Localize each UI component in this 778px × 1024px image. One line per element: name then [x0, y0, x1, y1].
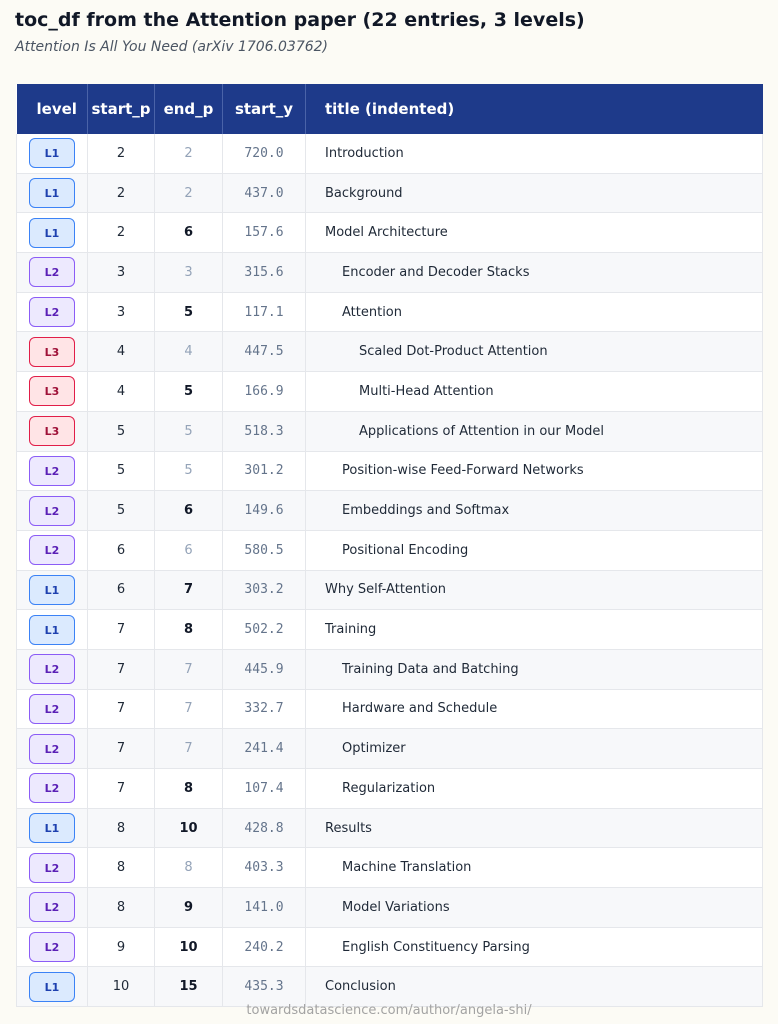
end-page-cell: 5	[155, 292, 223, 332]
level-cell	[17, 888, 88, 928]
table-row	[17, 491, 763, 531]
table-row	[17, 332, 763, 372]
level-badge: L1	[29, 138, 75, 168]
level-badge: L3	[29, 416, 75, 446]
table-row	[17, 610, 763, 650]
start-y-cell: 157.6	[223, 213, 306, 253]
level-badge: L2	[29, 496, 75, 526]
table-row	[17, 888, 763, 928]
start-y-cell: 315.6	[223, 253, 306, 293]
level-cell	[17, 967, 88, 1007]
level-cell	[17, 292, 88, 332]
start-page-cell: 7	[88, 689, 155, 729]
table-row	[17, 967, 763, 1007]
title-cell	[306, 848, 763, 888]
end-page-cell: 7	[155, 649, 223, 689]
column-header-start-p: start_p	[88, 84, 155, 134]
start-y-cell: 447.5	[223, 332, 306, 372]
level-cell	[17, 372, 88, 412]
start-page-cell: 8	[88, 848, 155, 888]
start-y-cell: 117.1	[223, 292, 306, 332]
table-row	[17, 292, 763, 332]
title-cell	[306, 808, 763, 848]
end-page-cell: 6	[155, 491, 223, 531]
title-cell	[306, 491, 763, 531]
level-cell	[17, 808, 88, 848]
end-page-cell: 4	[155, 332, 223, 372]
end-page-cell: 2	[155, 173, 223, 213]
level-cell	[17, 769, 88, 809]
level-badge: L3	[29, 376, 75, 406]
section-title: Model Architecture	[325, 225, 448, 241]
section-title: Position-wise Feed-Forward Networks	[342, 463, 584, 479]
end-page-cell: 5	[155, 451, 223, 491]
level-badge: L1	[29, 218, 75, 248]
start-y-cell: 518.3	[223, 411, 306, 451]
source-credit: towardsdatascience.com/author/angela-shi/	[246, 1003, 532, 1018]
section-title: Conclusion	[325, 979, 396, 995]
level-cell	[17, 927, 88, 967]
start-page-cell: 7	[88, 769, 155, 809]
level-cell	[17, 213, 88, 253]
end-page-cell: 10	[155, 927, 223, 967]
section-title: Introduction	[325, 145, 404, 161]
column-header-end-p: end_p	[155, 84, 223, 134]
end-page-cell: 8	[155, 769, 223, 809]
start-page-cell: 9	[88, 927, 155, 967]
start-page-cell: 2	[88, 213, 155, 253]
section-title: Embeddings and Softmax	[342, 503, 510, 519]
end-page-cell: 5	[155, 411, 223, 451]
level-cell	[17, 491, 88, 531]
end-page-cell: 8	[155, 848, 223, 888]
section-title: Multi-Head Attention	[359, 383, 494, 399]
level-cell	[17, 332, 88, 372]
level-cell	[17, 173, 88, 213]
start-page-cell: 3	[88, 292, 155, 332]
table-row	[17, 769, 763, 809]
level-cell	[17, 134, 88, 173]
section-title: Training	[325, 622, 377, 638]
section-title: Training Data and Batching	[342, 661, 519, 677]
level-cell	[17, 649, 88, 689]
level-badge: L2	[29, 654, 75, 684]
level-cell	[17, 610, 88, 650]
start-y-cell: 332.7	[223, 689, 306, 729]
title-cell	[306, 649, 763, 689]
level-cell	[17, 689, 88, 729]
level-badge: L2	[29, 456, 75, 486]
table-row	[17, 134, 763, 173]
section-title: Applications of Attention in our Model	[359, 423, 605, 439]
start-y-cell: 301.2	[223, 451, 306, 491]
end-page-cell: 5	[155, 372, 223, 412]
title-cell	[306, 292, 763, 332]
title-cell	[306, 253, 763, 293]
section-title: Attention	[342, 304, 402, 320]
start-y-cell: 428.8	[223, 808, 306, 848]
start-page-cell: 4	[88, 372, 155, 412]
start-page-cell: 8	[88, 888, 155, 928]
level-badge: L1	[29, 972, 75, 1002]
start-page-cell: 7	[88, 649, 155, 689]
start-page-cell: 7	[88, 610, 155, 650]
header-row	[17, 84, 763, 134]
level-badge: L2	[29, 892, 75, 922]
table-row	[17, 927, 763, 967]
level-badge: L2	[29, 297, 75, 327]
section-title: Background	[325, 185, 403, 201]
level-cell	[17, 253, 88, 293]
table-row	[17, 848, 763, 888]
table-row	[17, 411, 763, 451]
title-cell	[306, 927, 763, 967]
table-row	[17, 253, 763, 293]
table-row	[17, 689, 763, 729]
start-y-cell: 303.2	[223, 570, 306, 610]
start-page-cell: 6	[88, 570, 155, 610]
section-title: Optimizer	[342, 741, 406, 757]
level-badge: L2	[29, 535, 75, 565]
end-page-cell: 8	[155, 610, 223, 650]
column-header-title: title (indented)	[306, 84, 763, 134]
end-page-cell: 7	[155, 729, 223, 769]
table-row	[17, 570, 763, 610]
start-y-cell: 241.4	[223, 729, 306, 769]
section-title: Positional Encoding	[342, 542, 469, 558]
start-page-cell: 3	[88, 253, 155, 293]
section-title: Machine Translation	[342, 860, 472, 876]
level-badge: L1	[29, 575, 75, 605]
end-page-cell: 15	[155, 967, 223, 1007]
table-row	[17, 372, 763, 412]
page-title: toc_df from the Attention paper (22 entries, 3 levels)	[15, 9, 585, 31]
title-cell	[306, 134, 763, 173]
level-badge: L2	[29, 734, 75, 764]
start-y-cell: 437.0	[223, 173, 306, 213]
start-y-cell: 445.9	[223, 649, 306, 689]
title-cell	[306, 689, 763, 729]
start-y-cell: 720.0	[223, 134, 306, 173]
level-badge: L2	[29, 694, 75, 724]
start-page-cell: 5	[88, 491, 155, 531]
title-cell	[306, 967, 763, 1007]
level-badge: L1	[29, 813, 75, 843]
end-page-cell: 6	[155, 213, 223, 253]
level-cell	[17, 530, 88, 570]
start-page-cell: 8	[88, 808, 155, 848]
start-page-cell: 5	[88, 411, 155, 451]
table-body	[17, 134, 763, 1007]
start-page-cell: 10	[88, 967, 155, 1007]
title-cell	[306, 411, 763, 451]
start-y-cell: 435.3	[223, 967, 306, 1007]
start-y-cell: 166.9	[223, 372, 306, 412]
title-cell	[306, 213, 763, 253]
level-badge: L2	[29, 932, 75, 962]
level-badge: L1	[29, 178, 75, 208]
start-page-cell: 7	[88, 729, 155, 769]
table-row	[17, 808, 763, 848]
level-cell	[17, 570, 88, 610]
title-cell	[306, 173, 763, 213]
title-cell	[306, 530, 763, 570]
start-page-cell: 4	[88, 332, 155, 372]
start-page-cell: 5	[88, 451, 155, 491]
start-y-cell: 107.4	[223, 769, 306, 809]
start-y-cell: 149.6	[223, 491, 306, 531]
level-badge: L2	[29, 773, 75, 803]
title-cell	[306, 570, 763, 610]
start-page-cell: 2	[88, 134, 155, 173]
end-page-cell: 2	[155, 134, 223, 173]
table-row	[17, 213, 763, 253]
title-cell	[306, 610, 763, 650]
end-page-cell: 10	[155, 808, 223, 848]
end-page-cell: 6	[155, 530, 223, 570]
level-cell	[17, 729, 88, 769]
section-title: Encoder and Decoder Stacks	[342, 264, 530, 280]
section-title: Hardware and Schedule	[342, 701, 498, 717]
level-cell	[17, 451, 88, 491]
start-y-cell: 502.2	[223, 610, 306, 650]
level-badge: L2	[29, 853, 75, 883]
level-cell	[17, 848, 88, 888]
start-y-cell: 403.3	[223, 848, 306, 888]
section-title: Scaled Dot-Product Attention	[359, 344, 548, 360]
section-title: Results	[325, 820, 372, 836]
start-y-cell: 580.5	[223, 530, 306, 570]
column-header-start-y: start_y	[223, 84, 306, 134]
title-cell	[306, 769, 763, 809]
level-cell	[17, 411, 88, 451]
title-cell	[306, 372, 763, 412]
table-row	[17, 451, 763, 491]
table-row	[17, 649, 763, 689]
page-subtitle: Attention Is All You Need (arXiv 1706.03762)	[15, 39, 329, 55]
start-y-cell: 141.0	[223, 888, 306, 928]
level-badge: L3	[29, 337, 75, 367]
title-cell	[306, 451, 763, 491]
section-title: Model Variations	[342, 899, 450, 915]
table-row	[17, 729, 763, 769]
section-title: Why Self-Attention	[325, 582, 447, 598]
title-cell	[306, 729, 763, 769]
column-header-level: level	[17, 84, 88, 134]
level-badge: L2	[29, 257, 75, 287]
end-page-cell: 9	[155, 888, 223, 928]
section-title: Regularization	[342, 780, 436, 796]
start-page-cell: 2	[88, 173, 155, 213]
end-page-cell: 7	[155, 689, 223, 729]
start-page-cell: 6	[88, 530, 155, 570]
table-row	[17, 530, 763, 570]
title-cell	[306, 332, 763, 372]
toc-table	[16, 84, 763, 1007]
table-header	[17, 84, 763, 134]
end-page-cell: 7	[155, 570, 223, 610]
start-y-cell: 240.2	[223, 927, 306, 967]
table-row	[17, 173, 763, 213]
level-badge: L1	[29, 615, 75, 645]
end-page-cell: 3	[155, 253, 223, 293]
title-cell	[306, 888, 763, 928]
section-title: English Constituency Parsing	[342, 939, 530, 955]
